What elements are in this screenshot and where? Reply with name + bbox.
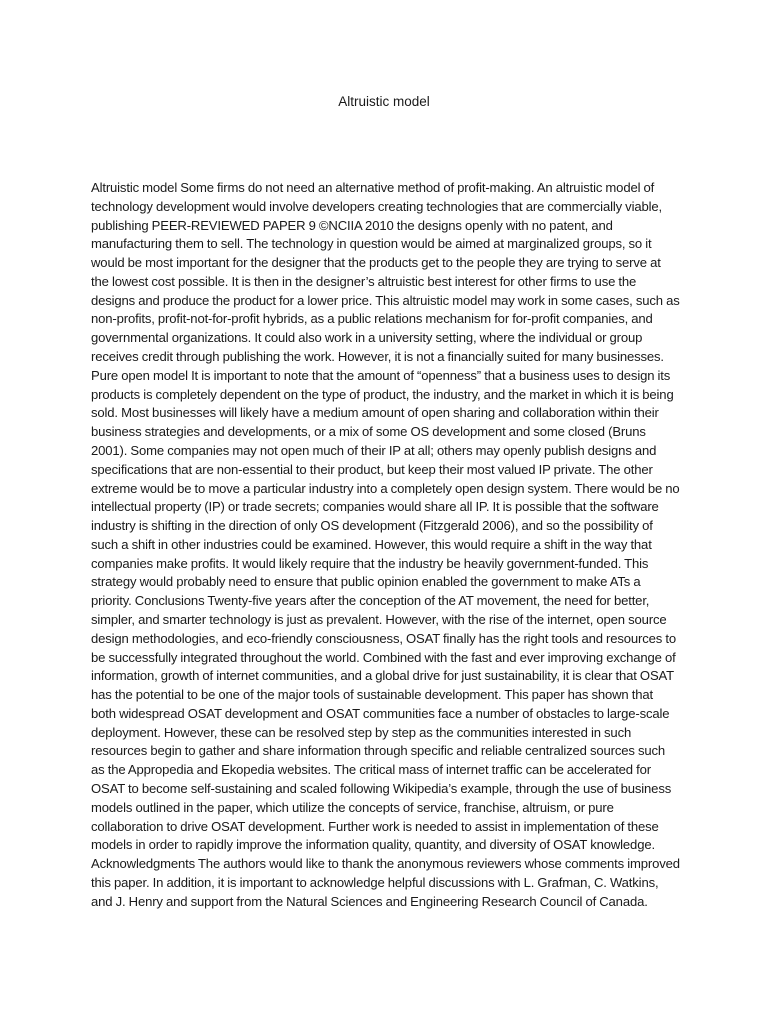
page-title: Altruistic model <box>338 94 430 109</box>
body-paragraph: Altruistic model Some firms do not need an alternative method of profit-making. An altruistic model of technology development would involve developers creating technologies that are commercially viable, publishing PEER-REVIEWED PAPER 9 ©NCIIA 2010 the designs openly with no patent, and manufacturing them to sell. The technology in question would be aimed at marginalized groups, so it would be most important for the designer that the products get to the people they are trying to serve at the lowest cost possible. It is then in the designer’s altruistic best interest for other firms to use the designs and produce the product for a lower price. This altruistic model may work in some cases, such as non-profits, profit-not-for-profit hybrids, as a public relations mechanism for for-profit companies, and governmental organizations. It could also work in a university setting, where the individual or group receives credit through publishing the work. However, it is not a financially suited for many businesses. Pure open model It is important to note that the amount of “openness” that a business uses to design its products is completely dependent on the type of product, the industry, and the market in which it is being sold. Most businesses will likely have a medium amount of open sharing and collaboration within their business strategies and developments, or a mix of some OS development and some closed (Bruns 2001). Some companies may not open much of their IP at all; others may openly publish designs and specifications that are non-essential to their product, but keep their most valued IP private. The other extreme would be to move a particular industry into a completely open design system. There would be no intellectual property (IP) or trade secrets; companies would share all IP. It is possible that the software industry is shifting in the direction of only OS development (Fitzgerald 2006), and so the possibility of such a shift in other industries could be examined. However, this would require a shift in the way that companies make profits. It would likely require that the industry be heavily government-funded. This strategy would probably need to ensure that public opinion enabled the government to make ATs a priority. Conclusions Twenty-five years after the conception of the AT movement, the need for better, simpler, and smarter technology is just as prevalent. However, with the rise of the internet, open source design methodologies, and eco-friendly consciousness, OSAT finally has the right tools and resources to be successfully integrated throughout the world. Combined with the fast and ever improving exchange of information, growth of internet communities, and a global drive for just sustainability, it is clear that OSAT has the potential to be one of the major tools of sustainable development. This paper has shown that both widespread OSAT development and OSAT communities face a number of obstacles to large-scale deployment. However, these can be resolved step by step as the communities interested in such resources begin to gather and share information through specific and reliable centralized sources such as the Appropedia and Ekopedia websites. The critical mass of internet traffic can be accelerated for OSAT to become self-sustaining and scaled following Wikipedia’s example, through the use of business models outlined in the paper, which utilize the concepts of service, franchise, altruism, or pure collaboration to drive OSAT development. Further work is needed to assist in implementation of these models in order to rapidly improve the information quality, quantity, and diversity of OSAT knowledge. Acknowledgments The authors would like to thank the anonymous reviewers whose comments improved this paper. In addition, it is important to acknowledge helpful discussions with L. Grafman, C. Watkins, and J. Henry and support from the Natural Sciences and Engineering Research Council of Canada. <box>91 180 680 909</box>
